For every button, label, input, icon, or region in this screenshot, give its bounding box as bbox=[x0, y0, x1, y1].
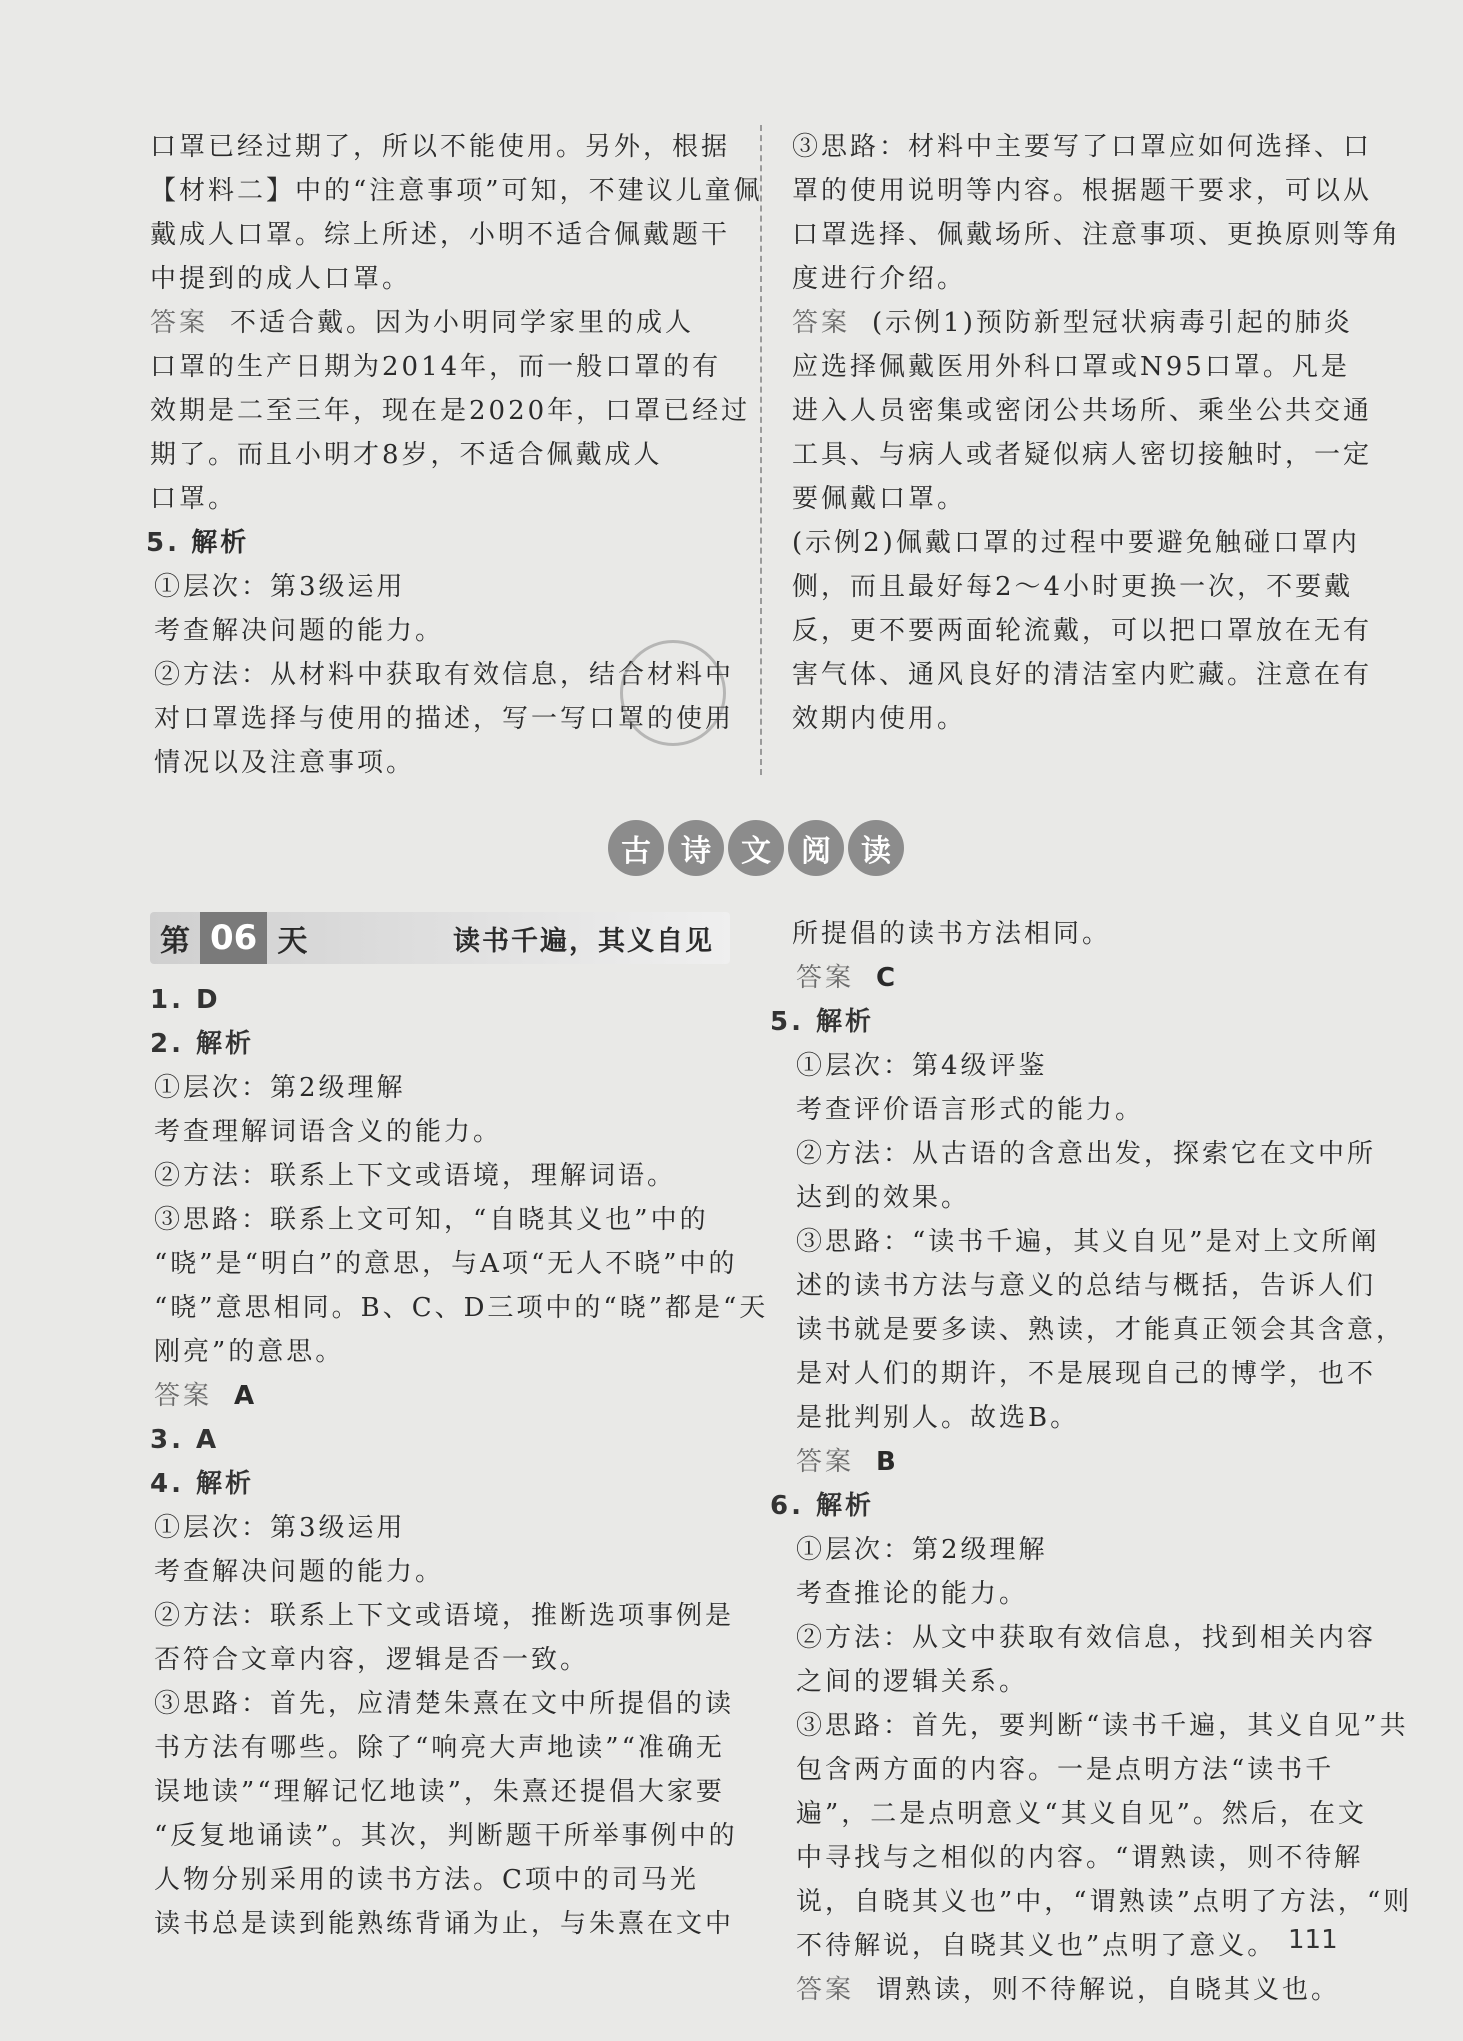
day-suffix: 天 bbox=[277, 924, 308, 959]
banner-char: 阅 bbox=[788, 820, 844, 876]
text-line: 口罩的生产日期为2014年，而一般口罩的有 bbox=[150, 352, 722, 382]
text-line: 达到的效果。 bbox=[796, 1183, 971, 1213]
text-line: (示例2)佩戴口罩的过程中要避免触碰口罩内 bbox=[792, 528, 1360, 558]
text-line: 人物分别采用的读书方法。C项中的司马光 bbox=[154, 1865, 699, 1895]
answer-value: B bbox=[876, 1447, 899, 1477]
text-line: 否符合文章内容，逻辑是否一致。 bbox=[154, 1645, 590, 1675]
text-line: 误地读”“理解记忆地读”，朱熹还提倡大家要 bbox=[154, 1777, 725, 1807]
answer-label: 答案 bbox=[796, 1447, 855, 1477]
text-line: 反，更不要两面轮流戴，可以把口罩放在无有 bbox=[792, 616, 1373, 646]
text-line: 中提到的成人口罩。 bbox=[150, 264, 412, 294]
text-line: 考查解决问题的能力。 bbox=[154, 616, 445, 646]
text-line: 效期内使用。 bbox=[792, 704, 967, 734]
day-prefix: 第 bbox=[160, 924, 190, 959]
text-line: 效期是二至三年，现在是2020年，口罩已经过 bbox=[150, 396, 751, 426]
text-line: 述的读书方法与意义的总结与概括，告诉人们 bbox=[796, 1271, 1377, 1301]
text-line: 中寻找与之相似的内容。“谓熟读，则不待解 bbox=[796, 1843, 1364, 1873]
text-line: ②方法：从古语的含意出发，探索它在文中所 bbox=[796, 1139, 1377, 1169]
text-line: ①层次：第2级理解 bbox=[154, 1073, 406, 1103]
question-heading: 6. 解析 bbox=[770, 1491, 875, 1521]
answer-text: 谓熟读，则不待解说，自晓其义也。 bbox=[876, 1975, 1341, 2005]
text-line: ②方法：联系上下文或语境，理解词语。 bbox=[154, 1161, 677, 1191]
banner-char: 文 bbox=[728, 820, 784, 876]
text-line: 包含两方面的内容。一是点明方法“读书千 bbox=[796, 1755, 1335, 1785]
text-line: 要佩戴口罩。 bbox=[792, 484, 967, 514]
text-line: 口罩。 bbox=[150, 484, 238, 514]
question-heading bbox=[146, 521, 730, 565]
text-line: 考查推论的能力。 bbox=[796, 1579, 1029, 1609]
page-number: 111 bbox=[1288, 1925, 1338, 1955]
text-line: 说，自晓其义也”中，“谓熟读”点明了方法，“则 bbox=[796, 1887, 1413, 1917]
text-line: ②方法：从文中获取有效信息，找到相关内容 bbox=[796, 1623, 1377, 1653]
question-number: 5. bbox=[146, 528, 180, 558]
text-line: 读书就是要多读、熟读，才能真正领会其含意， bbox=[796, 1315, 1406, 1345]
text-line: 读书总是读到能熟练背诵为止，与朱熹在文中 bbox=[154, 1909, 735, 1939]
text-line: ②方法：联系上下文或语境，推断选项事例是 bbox=[154, 1601, 735, 1631]
text-line: ①层次：第3级运用 bbox=[154, 1513, 406, 1543]
answer-label: 答案 bbox=[796, 1975, 855, 2005]
text-line: ①层次：第4级评鉴 bbox=[796, 1051, 1048, 1081]
answer-line bbox=[792, 301, 1352, 345]
text-line: 进入人员密集或密闭公共场所、乘坐公共交通 bbox=[792, 396, 1373, 426]
answer-line bbox=[150, 1374, 730, 1418]
text-line: 工具、与病人或者疑似病人密切接触时，一定 bbox=[792, 440, 1373, 470]
stamp-mark bbox=[620, 640, 726, 746]
text-line: 口罩已经过期了，所以不能使用。另外，根据 bbox=[150, 132, 731, 162]
answer-label: 答案 bbox=[154, 1381, 213, 1411]
answer-text: 不适合戴。因为小明同学家里的成人 bbox=[230, 308, 695, 338]
text-line: 刚亮”的意思。 bbox=[154, 1337, 345, 1367]
text-line: 之间的逻辑关系。 bbox=[796, 1667, 1029, 1697]
text-line: “晓”意思相同。B、C、D三项中的“晓”都是“天 bbox=[154, 1293, 769, 1323]
day-header bbox=[150, 912, 730, 964]
text-line: “反复地诵读”。其次，判断题干所举事例中的 bbox=[154, 1821, 738, 1851]
text-line: 害气体、通风良好的清洁室内贮藏。注意在有 bbox=[792, 660, 1373, 690]
answer-item: 1. D bbox=[150, 985, 221, 1015]
question-head: 解析 bbox=[191, 528, 250, 558]
day-number: 06 bbox=[200, 912, 267, 964]
text-line: ③思路：“读书千遍，其义自见”是对上文所阐 bbox=[796, 1227, 1380, 1257]
text-line: 所提倡的读书方法相同。 bbox=[792, 919, 1112, 949]
answer-line bbox=[150, 301, 730, 345]
text-line: 【材料二】中的“注意事项”可知，不建议儿童佩 bbox=[150, 176, 763, 206]
answer-item: 3. A bbox=[150, 1425, 220, 1455]
answer-line bbox=[792, 1440, 1352, 1484]
text-line: 度进行介绍。 bbox=[792, 264, 967, 294]
column-divider bbox=[760, 125, 762, 775]
bottom-left-column bbox=[150, 978, 769, 1946]
text-line: 戴成人口罩。综上所述，小明不适合佩戴题干 bbox=[150, 220, 731, 250]
text-line: 书方法有哪些。除了“响亮大声地读”“准确无 bbox=[154, 1733, 725, 1763]
top-right-column bbox=[792, 125, 1402, 741]
text-line: 情况以及注意事项。 bbox=[154, 748, 416, 778]
question-heading: 4. 解析 bbox=[150, 1469, 255, 1499]
text-line: 罩的使用说明等内容。根据题干要求，可以从 bbox=[792, 176, 1373, 206]
question-heading: 2. 解析 bbox=[150, 1029, 255, 1059]
answer-line bbox=[792, 1968, 1352, 2012]
text-line: 是批判别人。故选B。 bbox=[796, 1403, 1080, 1433]
text-line: 考查理解词语含义的能力。 bbox=[154, 1117, 503, 1147]
text-line: ①层次：第2级理解 bbox=[796, 1535, 1048, 1565]
answer-value: C bbox=[876, 963, 899, 993]
banner-char: 古 bbox=[608, 820, 664, 876]
answer-line bbox=[792, 956, 1352, 1000]
text-line: 考查解决问题的能力。 bbox=[154, 1557, 445, 1587]
text-line: 侧，而且最好每2～4小时更换一次，不要戴 bbox=[792, 572, 1354, 602]
text-line: ②方法：从材料中获取有效信息，结合材料中 bbox=[154, 660, 735, 690]
text-line: 遍”，二是点明意义“其义自见”。然后，在文 bbox=[796, 1799, 1367, 1829]
text-line: 不待解说，自晓其义也”点明了意义。 bbox=[796, 1931, 1277, 1961]
text-line: 应选择佩戴医用外科口罩或N95口罩。凡是 bbox=[792, 352, 1350, 382]
answer-label: 答案 bbox=[796, 963, 855, 993]
text-line: 期了。而且小明才8岁，不适合佩戴成人 bbox=[150, 440, 663, 470]
text-line: ③思路：材料中主要写了口罩应如何选择、口 bbox=[792, 132, 1373, 162]
banner-char: 读 bbox=[848, 820, 904, 876]
text-line: ①层次：第3级运用 bbox=[154, 572, 406, 602]
answer-text: (示例1)预防新型冠状病毒引起的肺炎 bbox=[872, 308, 1353, 338]
banner-char: 诗 bbox=[668, 820, 724, 876]
text-line: 对口罩选择与使用的描述，写一写口罩的使用 bbox=[154, 704, 735, 734]
answer-label: 答案 bbox=[150, 308, 209, 338]
answer-label: 答案 bbox=[792, 308, 851, 338]
day-title: 读书千遍，其义自见 bbox=[453, 925, 714, 957]
text-line: “晓”是“明白”的意思，与A项“无人不晓”中的 bbox=[154, 1249, 738, 1279]
question-heading: 5. 解析 bbox=[770, 1007, 875, 1037]
text-line: 是对人们的期许，不是展现自己的博学，也不 bbox=[796, 1359, 1377, 1389]
text-line: ③思路：首先，要判断“读书千遍，其义自见”共 bbox=[796, 1711, 1409, 1741]
text-line: 考查评价语言形式的能力。 bbox=[796, 1095, 1145, 1125]
text-line: 口罩选择、佩戴场所、注意事项、更换原则等角 bbox=[792, 220, 1402, 250]
bottom-right-column bbox=[770, 912, 1413, 2012]
text-line: ③思路：联系上文可知，“自晓其义也”中的 bbox=[154, 1205, 709, 1235]
answer-value: A bbox=[234, 1381, 258, 1411]
text-line: ③思路：首先，应清楚朱熹在文中所提倡的读 bbox=[154, 1689, 735, 1719]
section-banner bbox=[608, 817, 908, 879]
